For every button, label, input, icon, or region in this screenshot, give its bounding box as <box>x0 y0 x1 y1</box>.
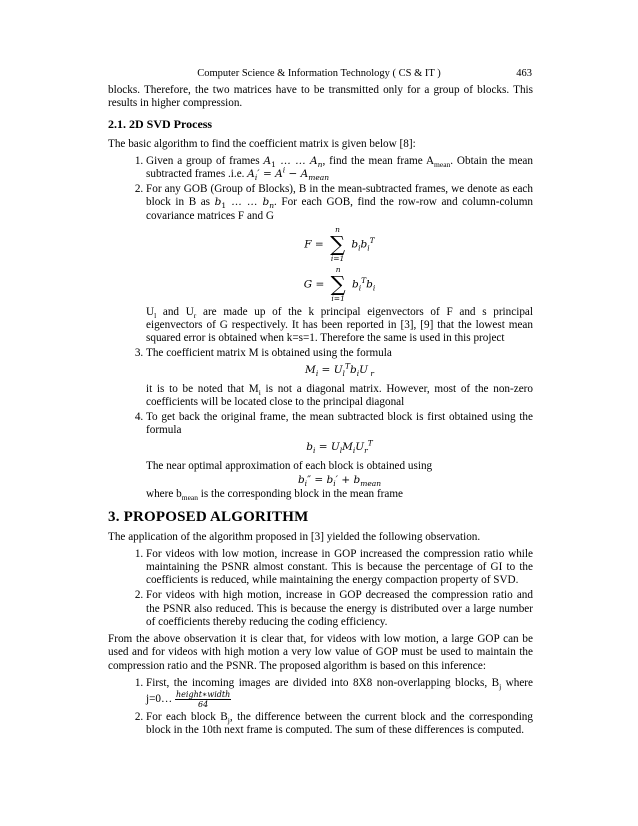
page-body <box>108 84 533 741</box>
observation-1: 1. For videos with low motion, increase in GOP increased the compression ratio while maintaining the PSNR almost constant. This is because the percentage of GI to the coefficients is reduced, while maintaining the energy compaction property of SVD. <box>146 548 533 588</box>
svd-step-2: 2. For any GOB (Group of Blocks), B in the mean-subtracted frames, we denote as each block in B as $b_1$ … … $b_n$. For each GOB, find the row-row and column-column covariance matrices F and G F = n ∑ i=1 $b_ib_i^T$ G = n ∑ i=1 $b_i^Tb_i$ $U_l$ and $U_r$ are made up of the k principal eigenvectors of F and s principal eigenvectors of G respectively. It has been reported in [3], [9] that the lowest mean squared error is obtained when k=s=1. Therefore the same is used in this project <box>146 183 533 345</box>
intro-paragraph: blocks. Therefore, the two matrices have to be transmitted only for a group of blocks. This results in higher compression. <box>108 84 533 110</box>
section-heading-2-1: 2.1. 2D SVD Process <box>108 117 213 132</box>
svd-step-1: 1. Given a group of frames $A_1$ … … $A_n$, find the mean frame $A_{mean}$. Obtain the mean subtracted frames .i.e. $A_i' = A^i - A_{mean}$ <box>146 155 533 181</box>
page-number: 463 <box>516 68 532 79</box>
svd-step-4: 4. To get back the original frame, the mean subtracted block is first obtained using the formula $b_i = U_lM_iU_r^T$ The near optimal approximation of each block is obtained using $b_i'' = b_i' + b_{mean}$ where $b_{mean}$ is the corresponding block in the mean frame <box>146 411 533 501</box>
observations-list <box>108 548 533 629</box>
section-3-intro: The application of the algorithm proposed in [3] yielded the following observation. <box>108 530 481 543</box>
diagonal-note: it is to be noted that $M_i$ is not a diagonal matrix. However, most of the non-zero coefficients will be located close to the principal diagonal <box>146 382 533 409</box>
equation-G: G = n ∑ i=1 $b_i^Tb_i$ <box>303 264 376 303</box>
svd-steps-list <box>108 155 533 502</box>
algorithm-step-1: 1. First, the incoming images are divided into 8X8 non-overlapping blocks, $B_j$ where j=0… $\frac{\text{height∗width}}{64}$ <box>146 677 533 709</box>
mean-subtracted-formula: $A_i' = A^i - A_{mean}$ <box>247 165 330 183</box>
equation-b: $b_i = U_lM_iU_r^T$ <box>306 438 373 455</box>
equation-M: $M_i = U_l^Tb_iU$ $_r$ <box>305 361 374 378</box>
equation-approx: $b_i'' = b_i' + b_{mean}$ <box>297 474 382 489</box>
algorithm-steps-list <box>108 677 533 738</box>
algorithm-step-2: 2. For each block $B_j$, the difference between the current block and the corresponding block in the 10th next frame is computed. The sum of these differences is computed. <box>146 711 533 737</box>
journal-title: Computer Science & Information Technology ( CS & IT ) <box>197 68 441 79</box>
eigenvector-paragraph: $U_l$ and $U_r$ are made up of the k principal eigenvectors of F and s principal eigenvectors of G respectively. It has been reported in [3], [9] that the lowest mean squared error is obtained when k=s=1. Therefore the same is used in this project <box>146 305 533 345</box>
equation-F: F = n ∑ i=1 $b_ib_i^T$ <box>304 224 375 263</box>
approx-text: The near optimal approximation of each block is obtained using <box>146 459 433 472</box>
section-heading-3: 3. PROPOSED ALGORITHM <box>108 509 309 526</box>
where-text: where $b_{mean}$ is the corresponding block in the mean frame <box>146 488 404 503</box>
svd-step-3: 3. The coefficient matrix M is obtained using the formula $M_i = U_l^Tb_iU$ $_r$ it is to be noted that $M_i$ is not a diagonal matrix. However, most of the non-zero coefficients will be located close to the principal diagonal <box>146 347 533 409</box>
frames-symbol: $A_1$ … … $A_n$ <box>263 154 323 169</box>
blocks-fraction: $\frac{\text{height∗width}}{64}$ <box>176 689 231 709</box>
inference-paragraph: From the above observation it is clear that, for videos with low motion, a large GOP can be used and for videos with high motion a very low value of GOP must be used to maintain the compression ratio and the PSNR. The proposed algorithm is based on this inference: <box>108 633 533 672</box>
observation-2: 2. For videos with high motion, increase in GOP decreased the compression ratio and the PSNR also reduced. This is because the energy is distributed over a large number of coefficients thereby reducing the coding efficiency. <box>146 589 533 629</box>
blocks-symbol: $b_1$ … … $b_n$ <box>214 196 275 211</box>
section-2-1-intro: The basic algorithm to find the coefficient matrix is given below [8]: <box>108 137 416 150</box>
